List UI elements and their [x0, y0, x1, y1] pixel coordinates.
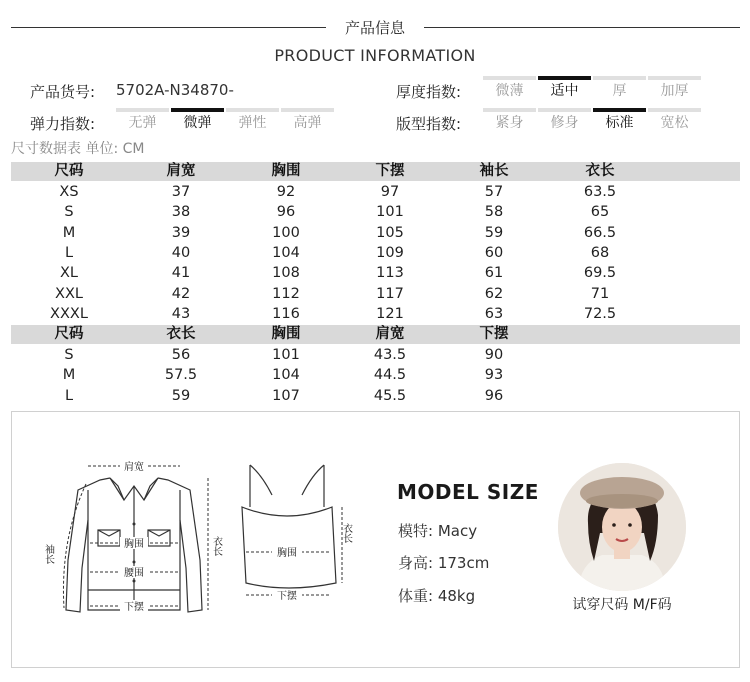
table-cell: 43 — [171, 305, 191, 322]
table-header-cell: 衣长 — [585, 163, 615, 179]
section-title-en: PRODUCT INFORMATION — [274, 46, 476, 65]
fit-option: 标准 — [593, 108, 646, 134]
elasticity-option: 高弹 — [281, 108, 334, 134]
product-code-value: 5702A-N34870- — [116, 81, 234, 99]
table-cell: XXXL — [50, 305, 88, 322]
table-cell: 101 — [272, 347, 300, 363]
table-cell: XS — [59, 184, 79, 200]
table-cell: 96 — [484, 387, 504, 404]
table-cell: 62 — [484, 285, 504, 302]
table-cell: 41 — [171, 265, 191, 282]
jacket-hem-label: 下摆 — [124, 602, 144, 613]
table-cell: 45.5 — [373, 387, 407, 404]
table-cell: M — [62, 224, 76, 241]
table-cell: 90 — [484, 347, 504, 363]
table-cell: 44.5 — [373, 367, 407, 384]
jacket-sleeve-label: 袖长 — [42, 544, 54, 564]
elasticity-label: 弹力指数: — [30, 115, 96, 133]
table-header-cell: 下摆 — [479, 326, 509, 342]
table-cell: XL — [59, 265, 78, 282]
table-cell: 60 — [484, 244, 504, 261]
table-cell: 69.5 — [583, 265, 617, 282]
fit-option: 修身 — [538, 108, 591, 134]
table-cell: 108 — [272, 265, 300, 282]
model-height: 身高: 173cm — [398, 554, 490, 572]
section-title-cn: 产品信息 — [344, 19, 405, 37]
table-cell: 71 — [590, 285, 610, 302]
table-cell: 57 — [484, 184, 504, 200]
thickness-label: 厚度指数: — [396, 83, 462, 101]
model-weight: 体重: 48kg — [398, 587, 476, 605]
table-cell: 104 — [272, 367, 300, 384]
table-cell: 96 — [276, 204, 296, 221]
table-header-cell: 肩宽 — [166, 163, 196, 179]
table-cell: 92 — [276, 184, 296, 200]
table-cell: 104 — [272, 244, 300, 261]
table-cell: L — [64, 244, 74, 261]
cami-length-label: 衣长 — [340, 523, 352, 543]
table-cell: 117 — [376, 285, 404, 302]
table-cell: 63.5 — [583, 184, 617, 200]
jacket-shoulder-label: 肩宽 — [124, 462, 144, 473]
cami-measurement-diagram — [232, 455, 362, 615]
table-cell: 101 — [376, 204, 404, 221]
model-size-title: MODEL SIZE — [397, 480, 539, 504]
table-cell: 72.5 — [583, 305, 617, 322]
table-header-cell: 肩宽 — [375, 326, 405, 342]
model-fit-caption: 试穿尺码 M/F码 — [572, 597, 672, 613]
elasticity-option: 无弹 — [116, 108, 169, 134]
table-cell: 39 — [171, 224, 191, 241]
table-cell: 109 — [376, 244, 404, 261]
cami-chest-label: 胸围 — [277, 548, 297, 559]
elasticity-option: 微弹 — [171, 108, 224, 134]
table-cell: 43.5 — [373, 347, 407, 363]
thickness-option: 厚 — [593, 76, 646, 102]
model-name: 模特: Macy — [398, 522, 478, 540]
table-cell: 58 — [484, 204, 504, 221]
table-header-cell: 尺码 — [54, 163, 84, 179]
elasticity-option: 弹性 — [226, 108, 279, 134]
table-cell: 68 — [590, 244, 610, 261]
table-cell: 93 — [484, 367, 504, 384]
fit-option: 宽松 — [648, 108, 701, 134]
table-cell: 61 — [484, 265, 504, 282]
table-cell: 107 — [272, 387, 300, 404]
fit-label: 版型指数: — [396, 115, 462, 133]
jacket-length-label: 衣长 — [210, 536, 222, 556]
table-cell: L — [64, 387, 74, 404]
table-header-cell: 衣长 — [166, 326, 196, 342]
table-cell: 105 — [376, 224, 404, 241]
model-avatar — [558, 463, 686, 591]
table-cell: 59 — [171, 387, 191, 404]
table-cell: S — [64, 347, 74, 363]
table-cell: 100 — [272, 224, 300, 241]
table-cell: 112 — [272, 285, 300, 302]
table-cell: 56 — [171, 347, 191, 363]
thickness-option: 加厚 — [648, 76, 701, 102]
jacket-chest-label: 胸围 — [124, 539, 144, 550]
table-cell: 113 — [376, 265, 404, 282]
table-cell: 59 — [484, 224, 504, 241]
product-code-label: 产品货号: — [30, 83, 96, 101]
thickness-option: 适中 — [538, 76, 591, 102]
table-cell: S — [64, 204, 74, 221]
cami-hem-label: 下摆 — [277, 591, 297, 602]
table-cell: 65 — [590, 204, 610, 221]
table-header-cell: 袖长 — [479, 163, 509, 179]
table-header-cell: 胸围 — [271, 163, 301, 179]
table-cell: 97 — [380, 184, 400, 200]
table-cell: 42 — [171, 285, 191, 302]
jacket-measurement-diagram — [40, 440, 230, 640]
table-cell: 57.5 — [164, 367, 198, 384]
table-cell: M — [62, 367, 76, 384]
table-header-cell: 胸围 — [271, 326, 301, 342]
table-cell: XXL — [55, 285, 83, 302]
table-header-cell: 尺码 — [54, 326, 84, 342]
table-cell: 66.5 — [583, 224, 617, 241]
table-cell: 116 — [272, 305, 300, 322]
size-table-unit: 尺寸数据表 单位: CM — [11, 141, 145, 157]
table-cell: 37 — [171, 184, 191, 200]
table-cell: 121 — [376, 305, 404, 322]
thickness-option: 微薄 — [483, 76, 536, 102]
table-cell: 38 — [171, 204, 191, 221]
fit-option: 紧身 — [483, 108, 536, 134]
table-header-cell: 下摆 — [375, 163, 405, 179]
table-cell: 63 — [484, 305, 504, 322]
table-cell: 40 — [171, 244, 191, 261]
jacket-waist-label: 腰围 — [124, 568, 144, 579]
